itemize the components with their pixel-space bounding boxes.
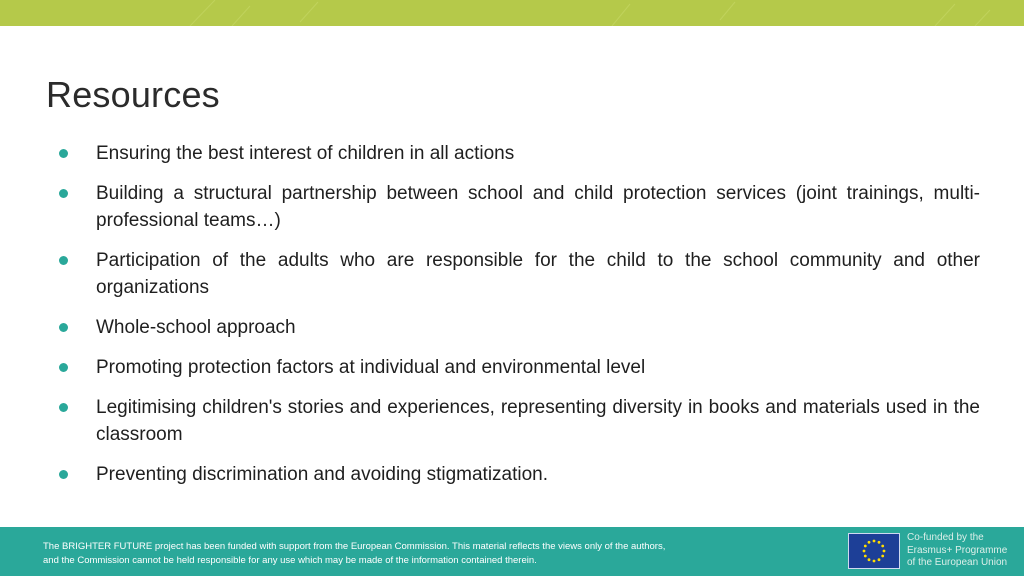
bullet-dot-icon bbox=[59, 189, 68, 198]
bullet-text: Preventing discrimination and avoiding stigmatization. bbox=[96, 464, 549, 485]
slide-title: Resources bbox=[46, 74, 220, 115]
bullet-dot-icon bbox=[59, 256, 68, 265]
bullet-text: Legitimising children's stories and experiences, representing diversity in books and materials used in the classroom bbox=[96, 397, 980, 445]
bullet-item bbox=[56, 394, 980, 448]
eu-flag-icon bbox=[848, 533, 900, 569]
funding-disclaimer bbox=[43, 540, 665, 568]
bullet-item bbox=[56, 461, 980, 488]
erasmus-line-1: Co-funded by the bbox=[907, 532, 984, 543]
bullet-item bbox=[56, 180, 980, 234]
bullet-text: Ensuring the best interest of children in all actions bbox=[96, 143, 515, 164]
bullet-text: Participation of the adults who are responsible for the child to the school community and other organizations bbox=[96, 250, 980, 298]
erasmus-label bbox=[907, 532, 1007, 570]
bullet-dot-icon bbox=[59, 149, 68, 158]
eu-stars-icon bbox=[849, 534, 899, 568]
bullet-text: Whole-school approach bbox=[96, 317, 296, 338]
bullet-dot-icon bbox=[59, 323, 68, 332]
bullet-dot-icon bbox=[59, 470, 68, 479]
top-decorative-band bbox=[0, 0, 1024, 26]
disclaimer-line-1: The BRIGHTER FUTURE project has been funded with support from the European Commission. This material reflects the views only of the authors, bbox=[43, 541, 666, 552]
erasmus-line-3: of the European Union bbox=[907, 557, 1008, 568]
bullet-text: Building a structural partnership between school and child protection services (joint trainings, multi-professional teams…) bbox=[96, 183, 980, 231]
disclaimer-line-2: and the Commission cannot be held responsible for any use which may be made of the information contained therein. bbox=[43, 555, 537, 566]
bullet-text: Promoting protection factors at individual and environmental level bbox=[96, 357, 646, 378]
bullet-dot-icon bbox=[59, 403, 68, 412]
bullet-item bbox=[56, 140, 980, 167]
erasmus-line-2: Erasmus+ Programme bbox=[907, 544, 1008, 556]
band-texture bbox=[0, 0, 1024, 26]
bullet-item bbox=[56, 354, 980, 381]
bullet-item bbox=[56, 247, 980, 301]
bullet-list bbox=[56, 140, 980, 501]
footer-bar bbox=[0, 527, 1024, 576]
bullet-item bbox=[56, 314, 980, 341]
bullet-dot-icon bbox=[59, 363, 68, 372]
